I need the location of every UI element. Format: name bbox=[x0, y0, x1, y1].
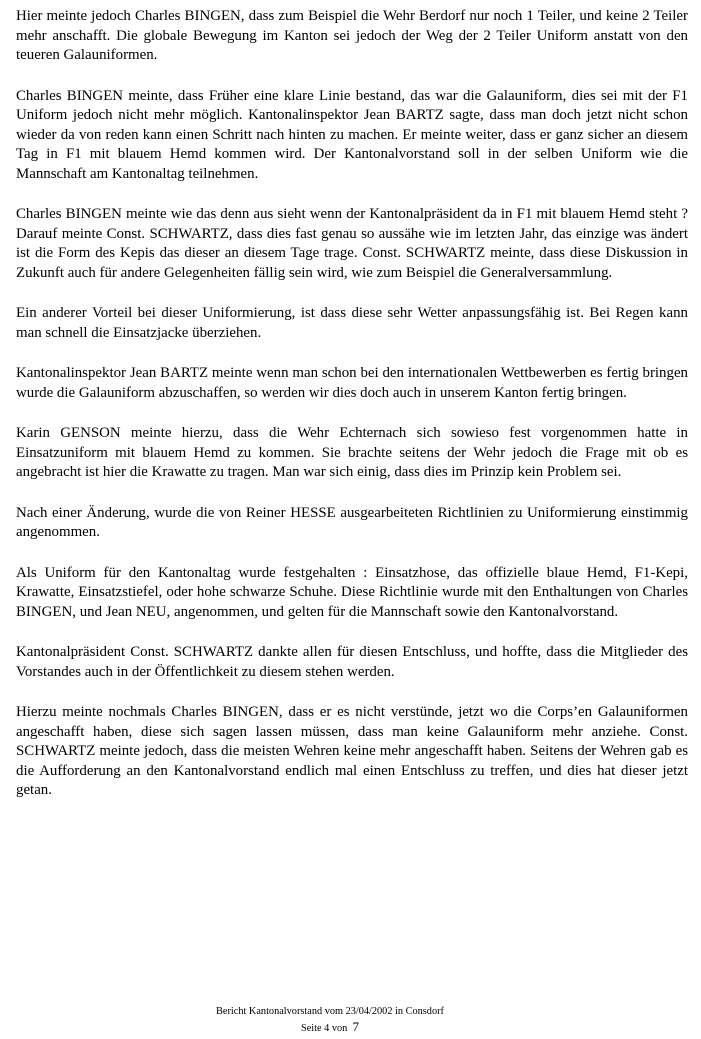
footer-page-prefix: Seite 4 von bbox=[301, 1023, 348, 1034]
paragraph-9: Kantonalpräsident Const. SCHWARTZ dankte allen für diesen Entschluss, und hoffte, dass die Mitglieder des Vorstandes auch in der Öffentlichkeit zu diesem stehen werden. bbox=[16, 644, 688, 680]
footer-report-title: Bericht Kantonalvorstand vom 23/04/2002 in Consdorf bbox=[216, 1006, 444, 1017]
paragraph-3: Charles BINGEN meinte wie das denn aus sieht wenn der Kantonalpräsident da in F1 mit blauem Hemd steht ? Darauf meinte Const. SCHWARTZ, dass dies fast genau so aussähe wie im letzten Jahr, das einzige was ändert ist die Form des Kepis das dieser an diesem Tage trage. Const. SCHWARTZ meinte, dass diese Diskussion in Zukunft auch für andere Gelegenheiten fällig sein wird, wie zum Beispiel die Generalversammlung. bbox=[16, 206, 688, 281]
paragraph-5: Kantonalinspektor Jean BARTZ meinte wenn man schon bei den internationalen Wettbewerben es fertig bringen wurde die Galauniform abzuschaffen, so werden wir dies doch auch in unserem Kanton fertig bringen. bbox=[16, 365, 688, 401]
paragraph-2: Charles BINGEN meinte, dass Früher eine klare Linie bestand, das war die Galauniform, dies sei mit der F1 Uniform jedoch nicht mehr möglich. Kantonalinspektor Jean BARTZ sagte, dass man doch jetzt nicht schon wieder da von reden kann einen Schritt nach hinten zu machen. Er meinte weiter, dass er ganz sicher an diesem Tag in F1 mit blauem Hemd kommen wird. Der Kantonalvorstand soll in der selben Uniform wie die Mannschaft am Kantonaltag teilnehmen. bbox=[16, 87, 688, 182]
paragraph-7: Nach einer Änderung, wurde die von Reiner HESSE ausgearbeiteten Richtlinien zu Uniformierung einstimmig angenommen. bbox=[16, 504, 688, 540]
document-body bbox=[16, 7, 688, 822]
footer-page-number bbox=[0, 1019, 660, 1036]
page-footer bbox=[0, 1004, 660, 1036]
paragraph-8: Als Uniform für den Kantonaltag wurde festgehalten : Einsatzhose, das offizielle blaue Hemd, F1-Kepi, Krawatte, Einsatzstiefel, oder hohe schwarze Schuhe. Diese Richtlinie wurde mit den Enthaltungen von Charles BINGEN, und Jean NEU, angenommen, und gelten für die Mannschaft sowie den Kantonalvorstand. bbox=[16, 564, 688, 620]
paragraph-4: Ein anderer Vorteil bei dieser Uniformierung, ist dass diese sehr Wetter anpassungsfähig ist. Bei Regen kann man schnell die Einsatzjacke überziehen. bbox=[16, 305, 688, 341]
paragraph-6: Karin GENSON meinte hierzu, dass die Wehr Echternach sich sowieso fest vorgenommen hatte in Einsatzuniform mit blauem Hemd zu kommen. Sie brachte seitens der Wehr jedoch die Frage mit ob es angebracht ist hier die Krawatte zu tragen. Man war sich einig, dass dies im Prinzip kein Problem sei. bbox=[16, 425, 688, 480]
paragraph-10: Hierzu meinte nochmals Charles BINGEN, dass er es nicht verstünde, jetzt wo die Corps’en Galauniformen angeschafft haben, diese sich sagen lassen müssen, dass man keine Galauniform mehr anziehe. Const. SCHWARTZ meinte jedoch, dass die meisten Wehren keine mehr angeschafft haben. Seitens der Wehren gab es die Aufforderung an den Kantonalvorstand endlich mal einen Entschluss zu treffen, und dies hat dieser jetzt getan. bbox=[16, 704, 688, 798]
paragraph-1: Hier meinte jedoch Charles BINGEN, dass zum Beispiel die Wehr Berdorf nur noch 1 Teiler, und keine 2 Teiler mehr anschafft. Die globale Bewegung im Kanton sei jedoch der Weg der 2 Teiler Uniform anstatt von den teueren Galauniformen. bbox=[16, 8, 688, 63]
footer-page-total: 7 bbox=[352, 1019, 359, 1034]
